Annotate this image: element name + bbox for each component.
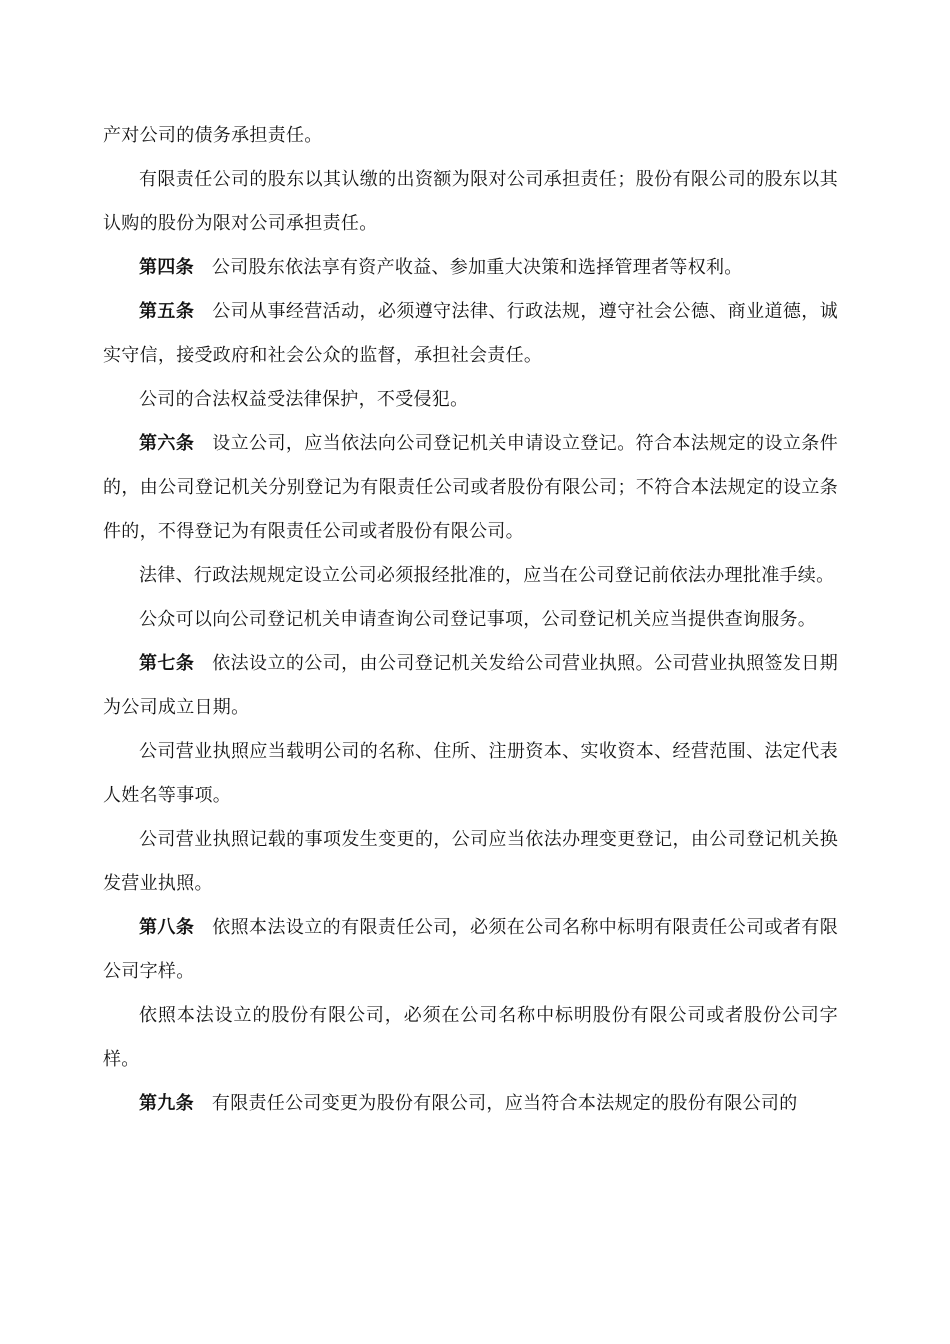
paragraph-text: 依照本法设立的有限责任公司，必须在公司名称中标明有限责任公司或者有限公司字样。 <box>103 917 838 982</box>
article-paragraph <box>103 290 838 378</box>
article-number: 第八条 <box>139 917 195 938</box>
paragraph <box>103 378 838 422</box>
paragraph-text: 公司从事经营活动，必须遵守法律、行政法规，遵守社会公德、商业道德，诚实守信，接受政府和社会公众的监督，承担社会责任。 <box>103 301 838 366</box>
article-paragraph <box>103 1082 838 1126</box>
article-paragraph <box>103 642 838 730</box>
paragraph <box>103 554 838 598</box>
paragraph-text: 公司的合法权益受法律保护，不受侵犯。 <box>139 389 469 410</box>
paragraph <box>103 158 838 246</box>
paragraph <box>103 994 838 1082</box>
article-paragraph <box>103 246 838 290</box>
paragraph <box>103 598 838 642</box>
article-number: 第五条 <box>139 301 195 322</box>
paragraph-text: 依照本法设立的股份有限公司，必须在公司名称中标明股份有限公司或者股份公司字样。 <box>103 1005 838 1070</box>
article-paragraph <box>103 906 838 994</box>
paragraph <box>103 818 838 906</box>
paragraph-text: 公众可以向公司登记机关申请查询公司登记事项，公司登记机关应当提供查询服务。 <box>139 609 817 630</box>
paragraph <box>103 114 838 158</box>
article-paragraph <box>103 422 838 554</box>
paragraph-text: 有限责任公司变更为股份有限公司，应当符合本法规定的股份有限公司的 <box>211 1093 798 1114</box>
paragraph-text: 公司营业执照记载的事项发生变更的，公司应当依法办理变更登记，由公司登记机关换发营业执照。 <box>103 829 838 894</box>
paragraph-text: 公司股东依法享有资产收益、参加重大决策和选择管理者等权利。 <box>211 257 743 278</box>
article-number: 第四条 <box>139 257 194 278</box>
paragraph <box>103 730 838 818</box>
paragraph-text: 有限责任公司的股东以其认缴的出资额为限对公司承担责任；股份有限公司的股东以其认购的股份为限对公司承担责任。 <box>103 169 838 234</box>
paragraph-text: 产对公司的债务承担责任。 <box>103 125 323 146</box>
paragraph-text: 设立公司，应当依法向公司登记机关申请设立登记。符合本法规定的设立条件的，由公司登记机关分别登记为有限责任公司或者股份有限公司；不符合本法规定的设立条件的，不得登记为有限责任公司或者股份有限公司。 <box>103 433 838 542</box>
paragraph-text: 法律、行政法规规定设立公司必须报经批准的，应当在公司登记前依法办理批准手续。 <box>139 565 835 586</box>
article-number: 第九条 <box>139 1093 194 1114</box>
document-body <box>103 114 838 1126</box>
article-number: 第七条 <box>139 653 195 674</box>
paragraph-text: 依法设立的公司，由公司登记机关发给公司营业执照。公司营业执照签发日期为公司成立日期。 <box>103 653 838 718</box>
article-number: 第六条 <box>139 433 195 454</box>
paragraph-text: 公司营业执照应当载明公司的名称、住所、注册资本、实收资本、经营范围、法定代表人姓名等事项。 <box>103 741 838 806</box>
